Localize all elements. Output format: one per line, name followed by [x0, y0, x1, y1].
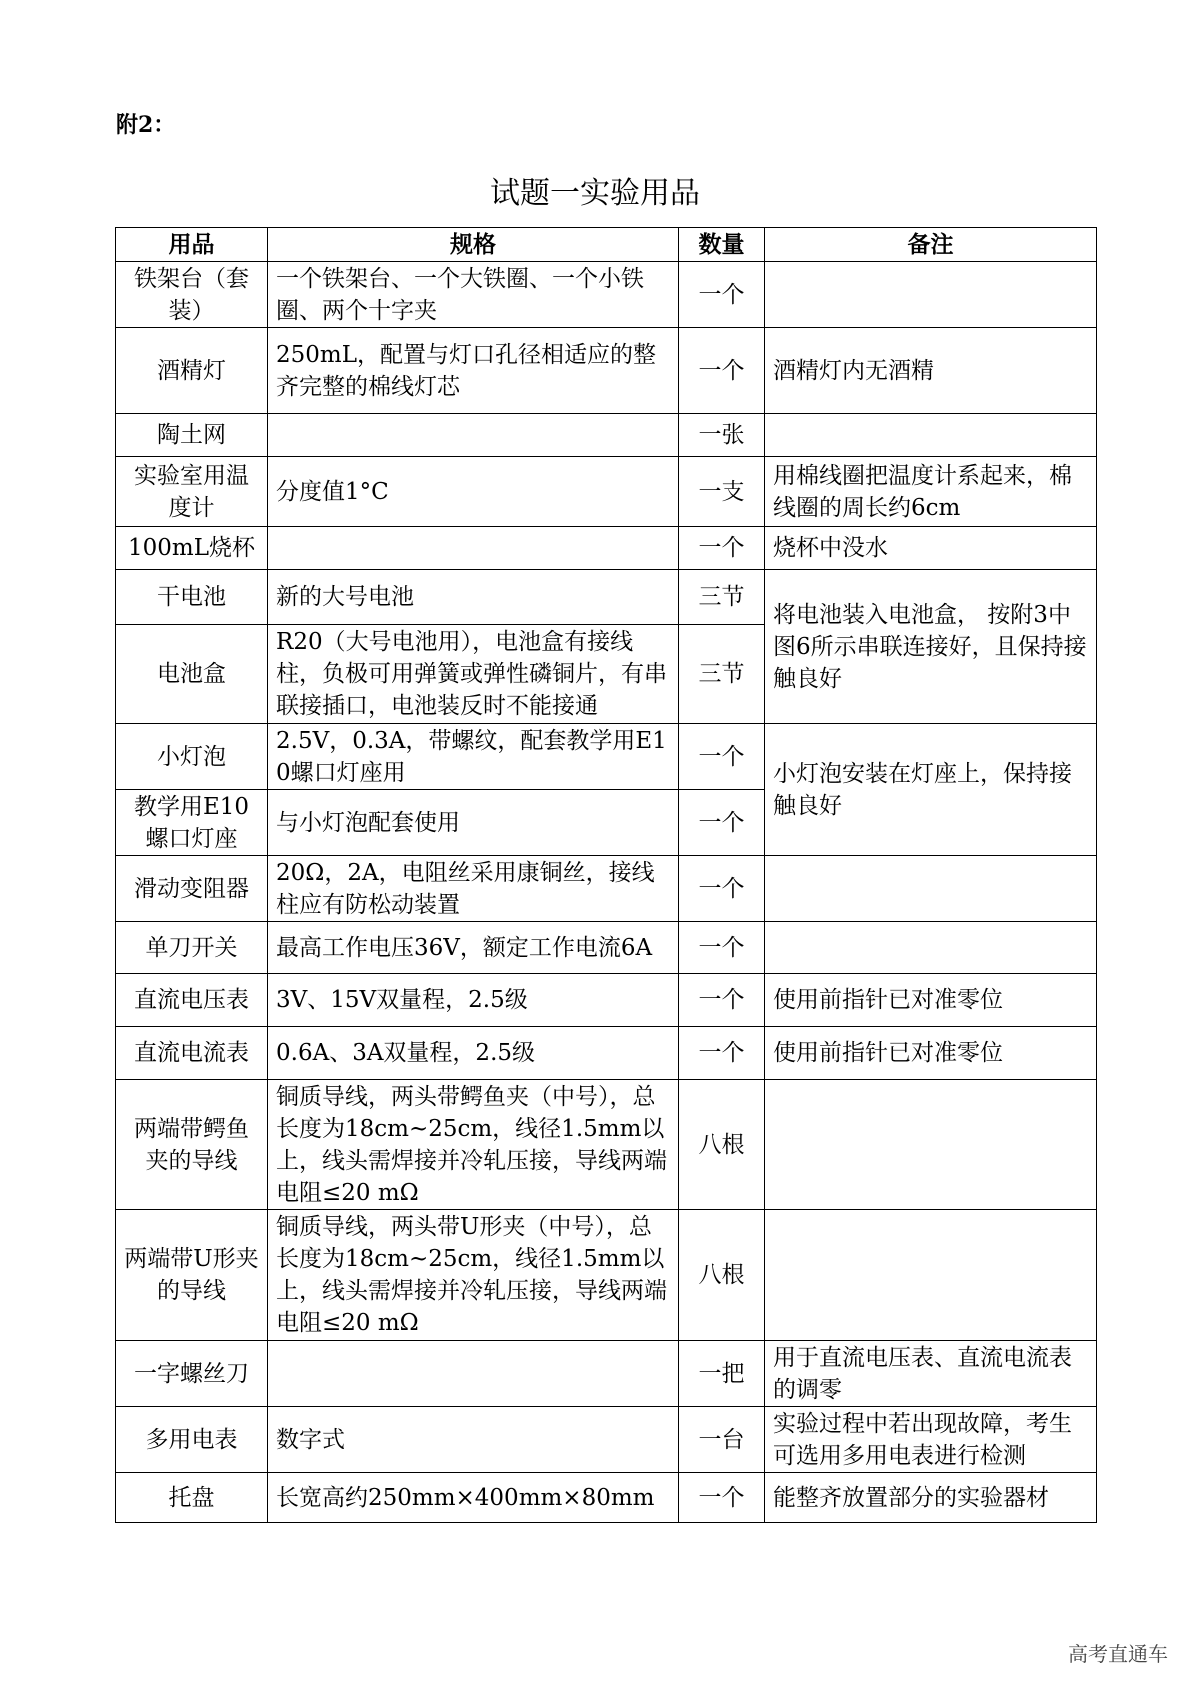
- item-spec: [268, 414, 679, 457]
- table-row: [116, 1473, 1097, 1523]
- item-spec: [268, 527, 679, 570]
- item-qty: 一个: [679, 328, 765, 414]
- item-name: 多用电表: [116, 1407, 268, 1473]
- table-row: [116, 1210, 1097, 1341]
- item-spec: 分度值1°C: [268, 457, 679, 527]
- item-note: [765, 922, 1097, 974]
- item-spec: 新的大号电池: [268, 570, 679, 625]
- item-spec: 250mL，配置与灯口孔径相适应的整齐完整的棉线灯芯: [268, 328, 679, 414]
- item-spec: 3V、15V双量程，2.5级: [268, 974, 679, 1027]
- equipment-table: [115, 227, 1097, 1523]
- table-row: [116, 328, 1097, 414]
- item-qty: 一支: [679, 457, 765, 527]
- item-qty: 八根: [679, 1210, 765, 1341]
- table-row: [116, 724, 1097, 790]
- item-spec: 长宽高约250mm×400mm×80mm: [268, 1473, 679, 1523]
- column-header-spec: 规格: [268, 228, 679, 262]
- item-spec: 0.6A、3A双量程，2.5级: [268, 1027, 679, 1080]
- table-row: [116, 414, 1097, 457]
- table-row: [116, 262, 1097, 328]
- item-note: [765, 262, 1097, 328]
- item-note: [765, 1080, 1097, 1210]
- table-row: [116, 1407, 1097, 1473]
- item-name: 滑动变阻器: [116, 856, 268, 922]
- item-spec: R20（大号电池用），电池盒有接线柱，负极可用弹簧或弹性磷铜片，有串联接插口，电池装反时不能接通: [268, 625, 679, 724]
- item-name: 直流电流表: [116, 1027, 268, 1080]
- item-spec: 一个铁架台、一个大铁圈、一个小铁圈、两个十字夹: [268, 262, 679, 328]
- table-row: [116, 457, 1097, 527]
- item-name: 陶土网: [116, 414, 268, 457]
- watermark: 高考直通车: [1068, 1642, 1168, 1666]
- item-spec: 与小灯泡配套使用: [268, 790, 679, 856]
- item-qty: 一台: [679, 1407, 765, 1473]
- item-note: 将电池装入电池盒， 按附3中图6所示串联连接好，且保持接触良好: [765, 570, 1097, 724]
- page-title: 试题一实验用品: [490, 176, 700, 211]
- table-header-row: [116, 228, 1097, 262]
- item-note: 酒精灯内无酒精: [765, 328, 1097, 414]
- item-note: 小灯泡安装在灯座上，保持接触良好: [765, 724, 1097, 856]
- item-qty: 三节: [679, 570, 765, 625]
- column-header-qty: 数量: [679, 228, 765, 262]
- item-qty: 一个: [679, 527, 765, 570]
- item-note: [765, 856, 1097, 922]
- item-spec: 2.5V，0.3A，带螺纹，配套教学用E10螺口灯座用: [268, 724, 679, 790]
- item-spec: [268, 1341, 679, 1407]
- item-name: 干电池: [116, 570, 268, 625]
- item-name: 单刀开关: [116, 922, 268, 974]
- item-name: 电池盒: [116, 625, 268, 724]
- table-row: [116, 922, 1097, 974]
- item-note: 用于直流电压表、直流电流表的调零: [765, 1341, 1097, 1407]
- column-header-note: 备注: [765, 228, 1097, 262]
- table-row: [116, 570, 1097, 625]
- item-note: 实验过程中若出现故障，考生可选用多用电表进行检测: [765, 1407, 1097, 1473]
- item-qty: 一个: [679, 974, 765, 1027]
- item-name: 教学用E10螺口灯座: [116, 790, 268, 856]
- item-name: 100mL烧杯: [116, 527, 268, 570]
- item-spec: 铜质导线，两头带鳄鱼夹（中号），总长度为18cm~25cm，线径1.5mm以上，线头需焊接并冷轧压接，导线两端电阻≤20 mΩ: [268, 1080, 679, 1210]
- item-note: 使用前指针已对准零位: [765, 1027, 1097, 1080]
- table-row: [116, 1027, 1097, 1080]
- item-qty: 一个: [679, 856, 765, 922]
- item-name: 铁架台（套装）: [116, 262, 268, 328]
- item-qty: 一个: [679, 922, 765, 974]
- item-qty: 一张: [679, 414, 765, 457]
- item-spec: 最高工作电压36V，额定工作电流6A: [268, 922, 679, 974]
- item-name: 实验室用温度计: [116, 457, 268, 527]
- appendix-label: 附2：: [116, 112, 176, 138]
- table-row: [116, 856, 1097, 922]
- item-note: 烧杯中没水: [765, 527, 1097, 570]
- item-note: 使用前指针已对准零位: [765, 974, 1097, 1027]
- item-qty: 一个: [679, 262, 765, 328]
- item-qty: 一个: [679, 1027, 765, 1080]
- item-name: 小灯泡: [116, 724, 268, 790]
- item-name: 两端带U形夹的导线: [116, 1210, 268, 1341]
- item-note: [765, 1210, 1097, 1341]
- item-spec: 数字式: [268, 1407, 679, 1473]
- item-spec: 铜质导线，两头带U形夹（中号），总长度为18cm~25cm，线径1.5mm以上，线头需焊接并冷轧压接，导线两端电阻≤20 mΩ: [268, 1210, 679, 1341]
- item-qty: 三节: [679, 625, 765, 724]
- table-row: [116, 1341, 1097, 1407]
- item-note: 能整齐放置部分的实验器材: [765, 1473, 1097, 1523]
- table-row: [116, 1080, 1097, 1210]
- item-name: 酒精灯: [116, 328, 268, 414]
- item-qty: 一个: [679, 724, 765, 790]
- item-note: 用棉线圈把温度计系起来，棉线圈的周长约6cm: [765, 457, 1097, 527]
- item-spec: 20Ω，2A，电阻丝采用康铜丝，接线柱应有防松动装置: [268, 856, 679, 922]
- item-qty: 一个: [679, 790, 765, 856]
- item-name: 一字螺丝刀: [116, 1341, 268, 1407]
- item-name: 两端带鳄鱼夹的导线: [116, 1080, 268, 1210]
- column-header-name: 用品: [116, 228, 268, 262]
- table-row: [116, 974, 1097, 1027]
- item-qty: 一把: [679, 1341, 765, 1407]
- item-name: 托盘: [116, 1473, 268, 1523]
- item-qty: 八根: [679, 1080, 765, 1210]
- item-note: [765, 414, 1097, 457]
- item-name: 直流电压表: [116, 974, 268, 1027]
- table-row: [116, 527, 1097, 570]
- item-qty: 一个: [679, 1473, 765, 1523]
